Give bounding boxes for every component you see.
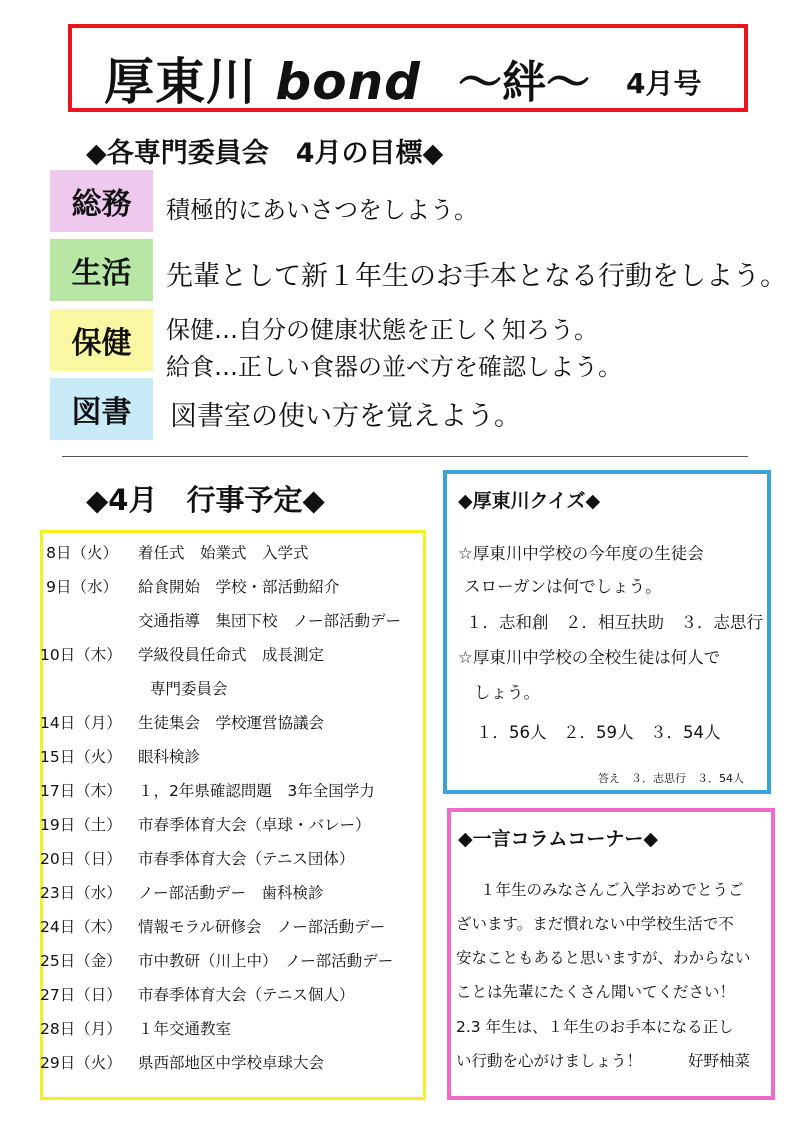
event-text: 県西部地区中学校卓球大会 — [138, 1054, 325, 1072]
column-author: 好野柚菜 — [688, 1052, 751, 1070]
quiz-question-2: ☆厚東川中学校の全校生徒は何人で — [458, 648, 721, 667]
event-row — [40, 779, 426, 813]
event-row — [40, 575, 426, 609]
category-hoken — [50, 309, 153, 371]
event-text: １年交通教室 — [138, 1020, 232, 1038]
column-line-3: 安なこともあると思いますが、わからない — [456, 949, 751, 967]
quiz-question-1-cont: スローガンは何でしょう。 — [464, 577, 662, 596]
event-text: １，2年県確認問題 3年全国学力 — [138, 782, 375, 800]
event-date: 9日（水） — [46, 578, 118, 596]
event-text: 情報モラル研修会 ノー部活動デー — [138, 918, 386, 936]
category-label: 生活 — [71, 256, 132, 291]
quiz-question-2-cont: しょう。 — [474, 683, 540, 702]
issue-label: 4月号 — [626, 67, 702, 100]
event-date: 19日（土） — [40, 816, 122, 834]
event-row — [40, 745, 426, 779]
event-text: ノー部活動デー 歯科検診 — [138, 884, 324, 902]
event-date: 25日（金） — [40, 952, 122, 970]
goals-heading: ◆各専門委員会 4月の目標◆ — [86, 138, 444, 169]
event-text: 生徒集会 学校運営協議会 — [138, 714, 325, 732]
event-text: 専門委員会 — [150, 680, 228, 698]
goal-seikatsu: 先輩として新１年生のお手本となる行動をしよう。 — [166, 261, 787, 292]
event-date: 15日（火） — [40, 748, 122, 766]
goal-kyushoku: 給食…正しい食器の並べ方を確認しよう。 — [166, 353, 622, 381]
title-kizuna: ～絆～ — [458, 57, 590, 108]
event-date: 8日（火） — [46, 544, 118, 562]
quiz-question-1: ☆厚東川中学校の今年度の生徒会 — [458, 544, 704, 563]
event-date: 17日（木） — [40, 782, 122, 800]
event-row — [40, 915, 426, 949]
events-heading: ◆4月 行事予定◆ — [86, 483, 325, 517]
column-line-6: い行動を心がけましょう！ — [456, 1052, 643, 1070]
title-bond: bond — [275, 53, 421, 111]
event-date: 27日（日） — [40, 986, 122, 1004]
event-date: 14日（月） — [40, 714, 122, 732]
quiz-options-1: １．志和創 ２．相互扶助 ３．志思行 — [466, 613, 763, 632]
category-label: 保健 — [71, 326, 132, 361]
event-row — [40, 711, 426, 745]
event-date: 23日（水） — [40, 884, 122, 902]
event-text: 着任式 始業式 入学式 — [138, 544, 309, 562]
event-text: 市春季体育大会（テニス個人） — [138, 986, 355, 1004]
event-row — [40, 609, 426, 643]
event-row — [40, 983, 426, 1017]
event-text: 給食開始 学校・部活動紹介 — [138, 578, 340, 596]
event-row — [40, 813, 426, 847]
column-line-5: 2.3 年生は、１年生のお手本になる正し — [456, 1018, 734, 1036]
event-row — [40, 643, 426, 677]
column-line-1: １年生のみなさんご入学おめでとうご — [480, 881, 744, 899]
category-seikatsu — [50, 239, 153, 301]
event-row — [40, 677, 426, 711]
event-row — [40, 949, 426, 983]
category-soumu — [50, 170, 153, 232]
goal-soumu: 積極的にあいさつをしよう。 — [166, 196, 478, 224]
category-tosho — [50, 378, 153, 440]
event-text: 学級役員任命式 成長測定 — [138, 646, 325, 664]
goal-hoken: 保健…自分の健康状態を正しく知ろう。 — [166, 316, 598, 344]
quiz-options-2: １．56人 ２．59人 ３．54人 — [476, 723, 721, 742]
event-text: 市中教研（川上中） ノー部活動デー — [138, 952, 394, 970]
school-name: 厚東川 — [104, 53, 257, 111]
events-list — [40, 541, 426, 1085]
newsletter-title — [104, 42, 421, 114]
event-row — [40, 1017, 426, 1051]
event-row — [40, 1051, 426, 1085]
quiz-heading: ◆厚東川クイズ◆ — [458, 490, 601, 512]
event-date: 29日（火） — [40, 1054, 122, 1072]
event-text: 市春季体育大会（テニス団体） — [138, 850, 355, 868]
category-label: 図書 — [71, 395, 132, 430]
event-text: 交通指導 集団下校 ノー部活動デー — [138, 612, 402, 630]
quiz-answer: 答え ３．志思行 ３．54人 — [598, 772, 744, 785]
event-date: 20日（日） — [40, 850, 122, 868]
column-heading: ◆一言コラムコーナー◆ — [458, 828, 659, 850]
column-line-4: ことは先輩にたくさん聞いてください！ — [456, 983, 736, 1001]
event-row — [40, 541, 426, 575]
event-date: 10日（木） — [40, 646, 122, 664]
category-label: 総務 — [71, 187, 132, 222]
column-line-2: ざいます。まだ慣れない中学校生活で不 — [456, 915, 734, 933]
goal-tosho: 図書室の使い方を覚えよう。 — [170, 401, 521, 432]
event-date: 24日（木） — [40, 918, 122, 936]
event-date: 28日（月） — [40, 1020, 122, 1038]
event-text: 市春季体育大会（卓球・バレー） — [138, 816, 371, 834]
event-row — [40, 881, 426, 915]
event-text: 眼科検診 — [138, 748, 201, 766]
event-row — [40, 847, 426, 881]
section-divider — [62, 456, 748, 457]
